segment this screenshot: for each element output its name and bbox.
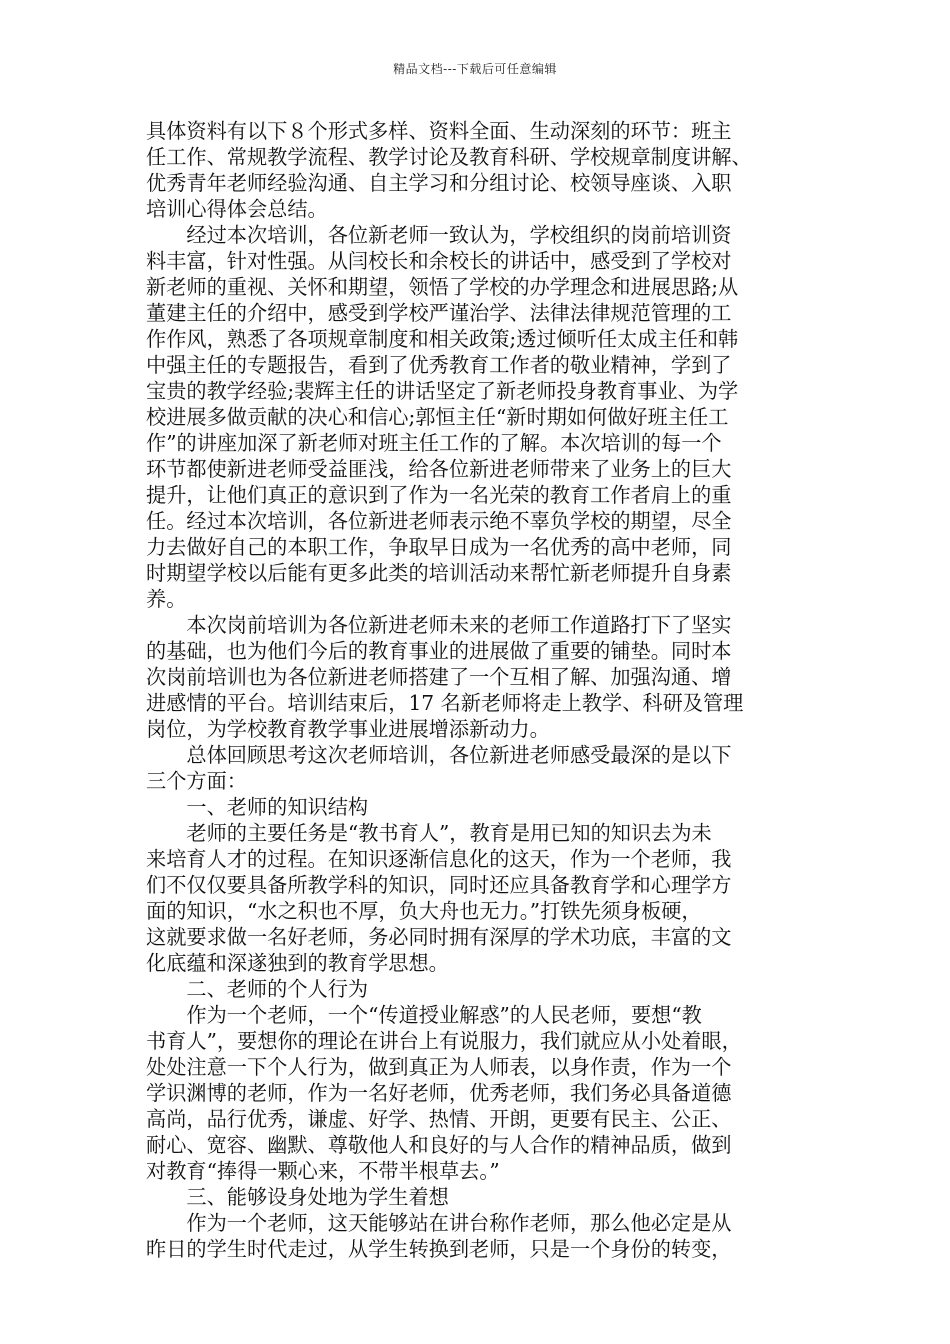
text-line: 新老师的重视、关怀和期望，领悟了学校的办学理念和进展思路;从: [146, 275, 739, 299]
text-line: 三个方面：: [146, 769, 247, 793]
text-line: 时期望学校以后能有更多此类的培训活动来帮忙新老师提升自身素: [146, 561, 732, 585]
text-line: 料丰富，针对性强。从闫校长和余校长的讲话中，感受到了学校对: [146, 249, 732, 273]
paragraph: [146, 1184, 806, 1210]
text-line: 们不仅仅要具备所教学科的知识，同时还应具备教育学和心理学方: [146, 873, 732, 897]
paragraph: [146, 976, 806, 1002]
paragraph: [146, 222, 806, 612]
page-header: [0, 60, 950, 77]
text-line: 的基础，也为他们今后的教育事业的进展做了重要的铺垫。同时本: [146, 639, 732, 663]
text-line: 中强主任的专题报告，看到了优秀教育工作者的敬业精神，学到了: [146, 353, 732, 377]
text-line: 对教育“捧得一颗心来，不带半根草去。”: [146, 1159, 500, 1183]
text-line: 化底蕴和深遂独到的教育学思想。: [146, 951, 449, 975]
text-line: 环节都使新进老师受益匪浅，给各位新进老师带来了业务上的巨大: [146, 457, 732, 481]
paragraph: [146, 118, 806, 222]
text-line: 岗位，为学校教育教学事业进展增添新动力。: [146, 717, 550, 741]
text-line: 校进展多做贡献的决心和信心;郭恒主任“新时期如何做好班主任工: [146, 405, 729, 429]
text-line: 优秀青年老师经验沟通、自主学习和分组讨论、校领导座谈、入职: [146, 171, 732, 195]
paragraph: [146, 742, 806, 794]
text-line: 提升，让他们真正的意识到了作为一名光荣的教育工作者肩上的重: [146, 483, 732, 507]
paragraph: [146, 1210, 806, 1262]
text-line: 次岗前培训也为各位新进老师搭建了一个互相了解、加强沟通、增: [146, 665, 732, 689]
text-line: 三、能够设身处地为学生着想: [186, 1185, 449, 1209]
text-line: 作作风，熟悉了各项规章制度和相关政策;透过倾听任太成主任和韩: [146, 327, 739, 351]
text-line: 力去做好自己的本职工作，争取早日成为一名优秀的高中老师，同: [146, 535, 732, 559]
text-line: 这就要求做一名好老师，务必同时拥有深厚的学术功底，丰富的文: [146, 925, 732, 949]
text-line: 作为一个老师，一个“传道授业解惑”的人民老师，要想“教: [186, 1003, 702, 1027]
text-line: 高尚，品行优秀，谦虚、好学、热情、开朗，更要有民主、公正、: [146, 1107, 732, 1131]
text-line: 进感情的平台。培训结束后，17 名新老师将走上教学、科研及管理: [146, 691, 744, 715]
document-body: [146, 118, 806, 1262]
paragraph: [146, 612, 806, 742]
paragraph: [146, 820, 806, 976]
text-line: 培训心得体会总结。: [146, 197, 328, 221]
text-line: 来培育人才的过程。在知识逐渐信息化的这天，作为一个老师，我: [146, 847, 732, 871]
text-line: 作为一个老师，这天能够站在讲台称作老师，那么他必定是从: [186, 1211, 732, 1235]
paragraph: [146, 1002, 806, 1184]
text-line: 一、老师的知识结构: [186, 795, 369, 819]
text-line: 具体资料有以下８个形式多样、资料全面、生动深刻的环节：班主: [146, 119, 732, 143]
text-line: 昨日的学生时代走过，从学生转换到老师，只是一个身份的转变，: [146, 1237, 732, 1261]
text-line: 任。经过本次培训，各位新进老师表示绝不辜负学校的期望，尽全: [146, 509, 732, 533]
text-line: 耐心、宽容、幽默、尊敬他人和良好的与人合作的精神品质，做到: [146, 1133, 732, 1157]
text-line: 经过本次培训，各位新老师一致认为，学校组织的岗前培训资: [186, 223, 732, 247]
text-line: 养。: [146, 587, 187, 611]
text-line: 处处注意一下个人行为，做到真正为人师表，以身作责，作为一个: [146, 1055, 732, 1079]
text-line: 总体回顾思考这次老师培训，各位新进老师感受最深的是以下: [186, 743, 732, 767]
text-line: 面的知识，“水之积也不厚，负大舟也无力。”打铁先须身板硬，: [146, 899, 702, 923]
header-text: 精品文档---下载后可任意编辑: [393, 62, 557, 76]
text-line: 任工作、常规教学流程、教学讨论及教育科研、学校规章制度讲解、: [146, 145, 752, 169]
text-line: 董建主任的介绍中，感受到学校严谨治学、法律法律规范管理的工: [146, 301, 732, 325]
text-line: 作”的讲座加深了新老师对班主任工作的了解。本次培训的每一个: [146, 431, 722, 455]
text-line: 学识渊博的老师，作为一名好老师，优秀老师，我们务必具备道德: [146, 1081, 732, 1105]
text-line: 宝贵的教学经验;裴辉主任的讲话坚定了新老师投身教育事业、为学: [146, 379, 739, 403]
paragraph: [146, 794, 806, 820]
text-line: 老师的主要任务是“教书育人”，教育是用已知的知识去为未: [186, 821, 712, 845]
text-line: 书育人”，要想你的理论在讲台上有说服力，我们就应从小处着眼，: [146, 1029, 742, 1053]
text-line: 二、老师的个人行为: [186, 977, 369, 1001]
text-line: 本次岗前培训为各位新进老师未来的老师工作道路打下了坚实: [186, 613, 732, 637]
